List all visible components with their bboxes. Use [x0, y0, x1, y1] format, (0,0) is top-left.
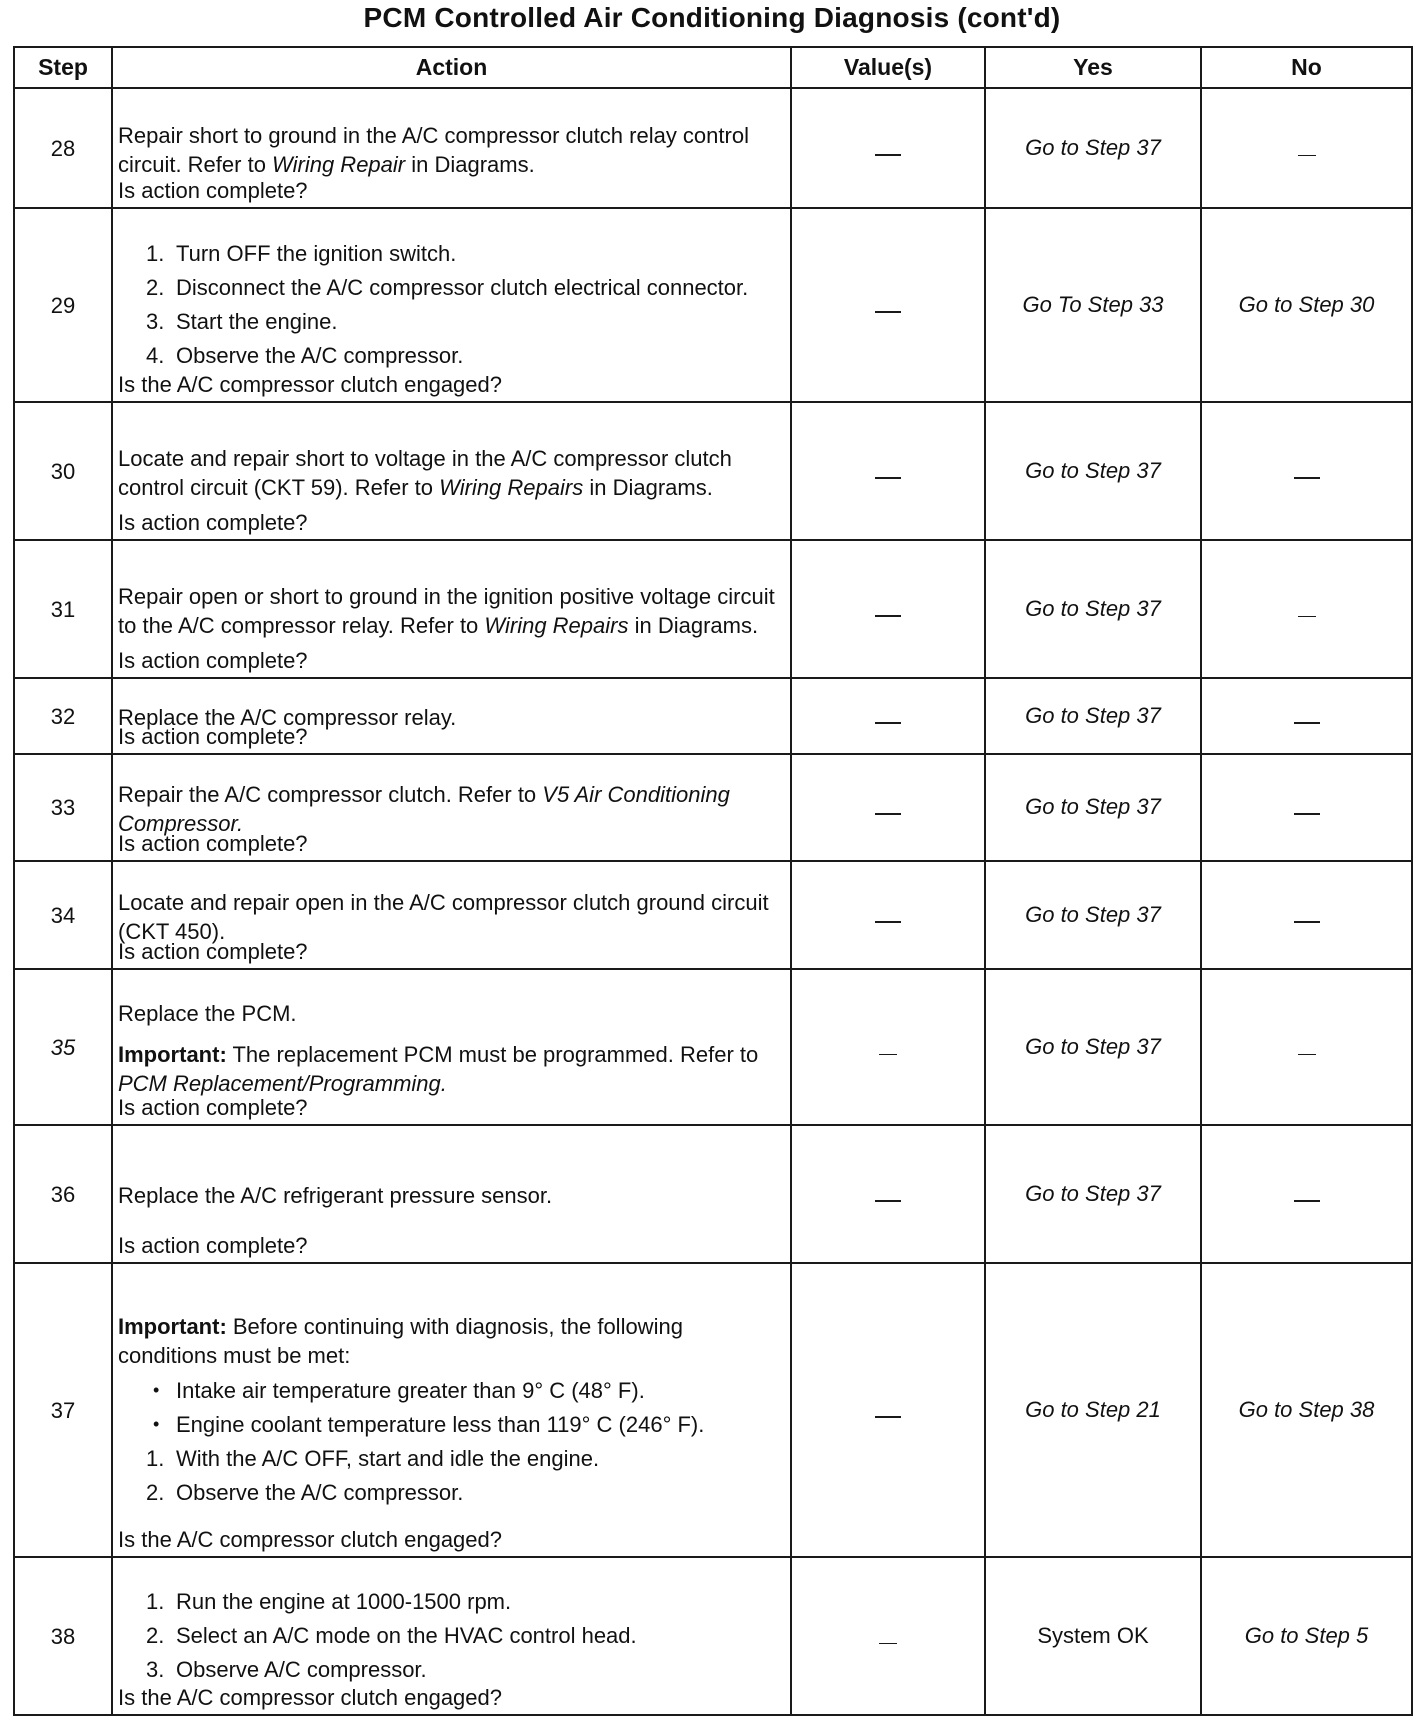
dash-mark: [1294, 1200, 1320, 1202]
yes-cell: Go to Step 37: [985, 861, 1201, 969]
action-question: Is the A/C compressor clutch engaged?: [118, 372, 502, 397]
table-row: [14, 754, 1412, 861]
table-row: [14, 678, 1412, 754]
action-cell: [112, 1263, 791, 1557]
yes-cell: Go to Step 37: [985, 1125, 1201, 1263]
table-row: [14, 861, 1412, 969]
yes-cell: Go to Step 37: [985, 678, 1201, 754]
procedure-list: [118, 1444, 786, 1507]
dash-mark: [879, 1054, 897, 1055]
action-question: Is action complete?: [118, 724, 308, 749]
step-number: 29: [14, 208, 112, 402]
action-cell: [112, 969, 791, 1125]
action-cell: [112, 88, 791, 208]
action-cell: [112, 1125, 791, 1263]
step-number: 32: [14, 678, 112, 754]
action-cell: [112, 208, 791, 402]
table-row: [14, 1557, 1412, 1715]
dash-mark: [1294, 722, 1320, 724]
table-row: [14, 402, 1412, 540]
action-text: Replace the PCM.: [118, 1001, 297, 1026]
yes-cell: Go to Step 37: [985, 88, 1201, 208]
action-text: Replace the A/C compressor relay.: [118, 705, 457, 730]
step-number: 36: [14, 1125, 112, 1263]
page-title: PCM Controlled Air Conditioning Diagnosis (cont'd): [363, 2, 1061, 33]
no-cell: [1201, 88, 1412, 208]
no-cell: [1201, 678, 1412, 754]
table-row: [14, 540, 1412, 678]
step-number: 37: [14, 1263, 112, 1557]
action-text: Locate and repair open in the A/C compressor clutch ground circuit (CKT 450).: [118, 889, 769, 944]
value-cell: [791, 1557, 985, 1715]
procedure-step: 3. Observe A/C compressor.: [146, 1656, 427, 1682]
no-cell: [1201, 861, 1412, 969]
procedure-step: 4. Observe the A/C compressor.: [146, 342, 464, 368]
dash-mark: [1298, 1054, 1316, 1055]
step-number: 38: [14, 1557, 112, 1715]
step-number: 30: [14, 402, 112, 540]
no-cell: Go to Step 5: [1201, 1557, 1412, 1715]
action-cell: [112, 754, 791, 861]
yes-cell: Go to Step 37: [985, 754, 1201, 861]
procedure-step: 2. Disconnect the A/C compressor clutch electrical connector.: [146, 274, 749, 300]
yes-cell: Go to Step 37: [985, 969, 1201, 1125]
dash-mark: [875, 477, 901, 479]
action-text: Repair the A/C compressor clutch. Refer to V5 Air Conditioning Compressor.: [118, 782, 730, 836]
dash-mark: [1298, 155, 1316, 156]
value-cell: [791, 678, 985, 754]
action-question: Is the A/C compressor clutch engaged?: [118, 1685, 502, 1710]
action-question: Is action complete?: [118, 939, 308, 964]
dash-mark: [875, 813, 901, 815]
action-text: Replace the A/C refrigerant pressure sensor.: [118, 1183, 553, 1208]
action-cell: [112, 678, 791, 754]
dash-mark: [875, 1200, 901, 1202]
dash-mark: [875, 154, 901, 156]
step-number: 34: [14, 861, 112, 969]
procedure-step: 1. Run the engine at 1000-1500 rpm.: [146, 1588, 512, 1614]
value-cell: [791, 861, 985, 969]
procedure-list: [118, 1587, 786, 1684]
yes-cell: Go To Step 33: [985, 208, 1201, 402]
step-number: 31: [14, 540, 112, 678]
table-row: [14, 1125, 1412, 1263]
action-question: Is action complete?: [118, 178, 308, 203]
dash-mark: [1298, 616, 1316, 617]
header-step: Step: [14, 47, 112, 88]
table-row: [14, 1263, 1412, 1557]
dash-mark: [875, 921, 901, 923]
dash-mark: [1294, 921, 1320, 923]
value-cell: [791, 754, 985, 861]
condition-list: [118, 1376, 786, 1439]
procedure-step: 2. Select an A/C mode on the HVAC control head.: [146, 1622, 637, 1648]
value-cell: [791, 402, 985, 540]
yes-cell: Go to Step 37: [985, 540, 1201, 678]
value-cell: [791, 540, 985, 678]
no-cell: Go to Step 38: [1201, 1263, 1412, 1557]
no-cell: [1201, 969, 1412, 1125]
action-question: Is action complete?: [118, 1233, 308, 1258]
dash-mark: [1294, 477, 1320, 479]
header-row: [14, 47, 1412, 88]
action-question: Is the A/C compressor clutch engaged?: [118, 1527, 502, 1552]
action-question: Is action complete?: [118, 648, 308, 673]
diagnosis-table: [13, 46, 1413, 1716]
dash-mark: [879, 1643, 897, 1644]
no-cell: [1201, 540, 1412, 678]
dash-mark: [1294, 813, 1320, 815]
yes-cell: System OK: [985, 1557, 1201, 1715]
procedure-list: [118, 239, 786, 370]
step-number: 33: [14, 754, 112, 861]
value-cell: [791, 1263, 985, 1557]
no-cell: [1201, 402, 1412, 540]
yes-cell: Go to Step 37: [985, 402, 1201, 540]
table-row: [14, 88, 1412, 208]
table-row: [14, 208, 1412, 402]
action-cell: [112, 402, 791, 540]
action-question: Is action complete?: [118, 1095, 308, 1120]
procedure-step: 2. Observe the A/C compressor.: [146, 1479, 464, 1505]
action-cell: [112, 1557, 791, 1715]
action-text: Repair short to ground in the A/C compressor clutch relay control circuit. Refer to Wiring Repair in Diagrams.: [118, 122, 749, 177]
table-row: [14, 969, 1412, 1125]
step-number: 28: [14, 88, 112, 208]
procedure-step: 3. Start the engine.: [146, 308, 338, 334]
action-question: Is action complete?: [118, 831, 308, 856]
dash-mark: [875, 311, 901, 313]
value-cell: [791, 1125, 985, 1263]
dash-mark: [875, 615, 901, 617]
important-note: Important: The replacement PCM must be programmed. Refer to PCM Replacement/Programming.: [118, 1042, 759, 1096]
no-cell: [1201, 1125, 1412, 1263]
procedure-step: 1. Turn OFF the ignition switch.: [146, 240, 457, 266]
condition-item: • Engine coolant temperature less than 119° C (246° F).: [153, 1411, 705, 1437]
action-cell: [112, 861, 791, 969]
header-action: Action: [112, 47, 791, 88]
dash-mark: [875, 1416, 901, 1418]
step-number: 35: [14, 969, 112, 1125]
no-cell: [1201, 754, 1412, 861]
value-cell: [791, 208, 985, 402]
header-yes: Yes: [985, 47, 1201, 88]
value-cell: [791, 969, 985, 1125]
important-note: Important: Before continuing with diagnosis, the following conditions must be met:: [118, 1313, 683, 1368]
procedure-step: 1. With the A/C OFF, start and idle the engine.: [146, 1445, 600, 1471]
action-text: Locate and repair short to voltage in the A/C compressor clutch control circuit (CKT 59). Refer to Wiring Repairs in Diagrams.: [118, 445, 732, 500]
header-values: Value(s): [791, 47, 985, 88]
action-cell: [112, 540, 791, 678]
yes-cell: Go to Step 21: [985, 1263, 1201, 1557]
action-question: Is action complete?: [118, 510, 308, 535]
header-no: No: [1201, 47, 1412, 88]
dash-mark: [875, 722, 901, 724]
condition-item: • Intake air temperature greater than 9° C (48° F).: [153, 1377, 645, 1403]
no-cell: Go to Step 30: [1201, 208, 1412, 402]
action-text: Repair open or short to ground in the ignition positive voltage circuit to the A/C compressor relay. Refer to Wiring Repairs in Diagrams.: [118, 583, 775, 638]
value-cell: [791, 88, 985, 208]
